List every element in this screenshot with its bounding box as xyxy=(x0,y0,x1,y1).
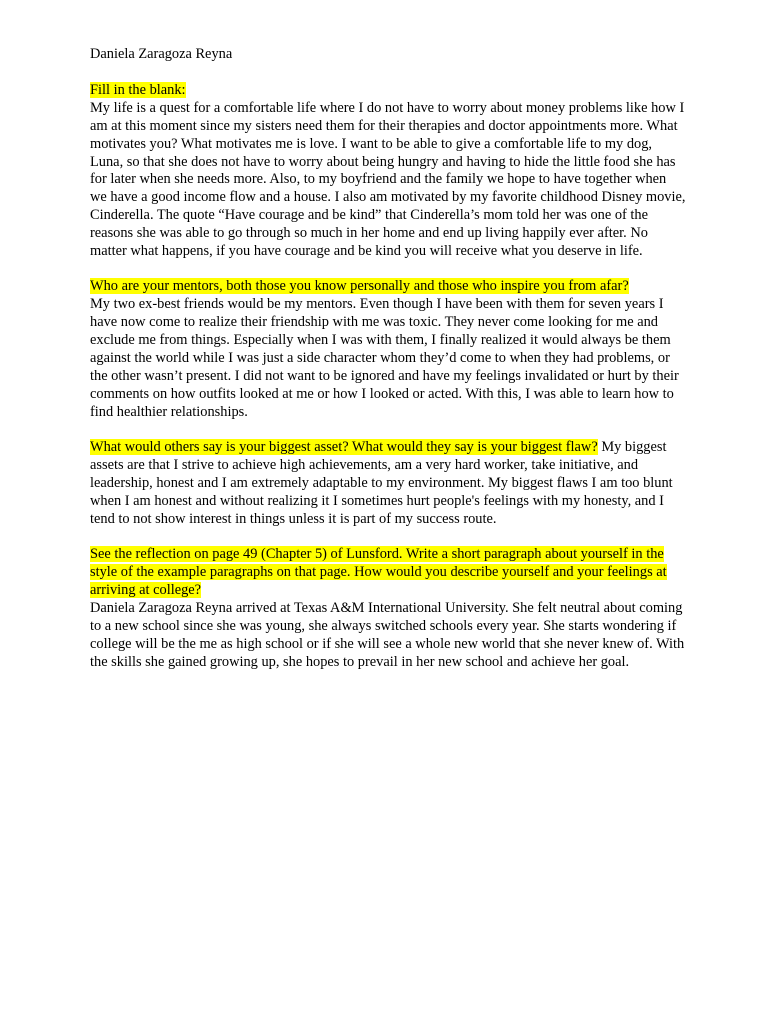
section-answer: Daniela Zaragoza Reyna arrived at Texas A&M International University. She felt neutral about coming to a new school since she was young, she always switched schools every year. She starts wondering if college will be the me as high school or if she will see a whole new world that she never knew of. With the skills she gained growing up, she hopes to prevail in her new school and achieve her goal. xyxy=(90,599,685,670)
section-answer: My biggest assets are that I strive to achieve high achievements, am a very hard worker, take initiative, and leadership, honest and I am extremely adaptable to my environment. My biggest flaws I am too blunt when I am honest and without realizing it I sometimes hurt people's feelings with my honesty, and I tend to not show interest in things unless it is part of my success route. xyxy=(90,439,673,527)
section-fill-in-the-blank xyxy=(90,82,686,261)
section-answer: My two ex-best friends would be my mentors. Even though I have been with them for seven years I have now come to realize their friendship with me was toxic. They never come looking for me and exclude me from things. Especially when I was with them, I finally realized it would always be them against the world while I was just a side character whom they’d come to when they had problems, or the other wasn’t present. I did not want to be ignored and have my feelings invalidated or hurt by their comments on how outfits looked at me or how I looked or acted. With this, I was able to learn how to find healthier relationships. xyxy=(90,296,679,420)
section-answer: My life is a quest for a comfortable life where I do not have to worry about money problems like how I am at this moment since my sisters need them for their therapies and doctor appointments more. What motivates you? What motivates me is love. I want to be able to give a comfortable life to my dog, Luna, so that she does not have to worry about being hungry and having to hide the little food she has for later when she needs more. Also, to my boyfriend and the family we hope to have together when we have a good income flow and a house. I also am motivated by my favorite childhood Disney movie, Cinderella. The quote “Have courage and be kind” that Cinderella’s mom told her was one of the reasons she was able to go through so much in her home and end up living happily ever after. No matter what happens, if you have courage and be kind you will receive what you deserve in life. xyxy=(90,99,686,260)
section-prompt: See the reflection on page 49 (Chapter 5) of Lunsford. Write a short paragraph about yourself in the style of the example paragraphs on that page. How would you describe yourself and your feelings at arriving at college? xyxy=(90,546,667,599)
section-prompt: What would others say is your biggest asset? What would they say is your biggest flaw? xyxy=(90,439,598,456)
section-prompt: Fill in the blank: xyxy=(90,81,186,98)
section-asset-flaw xyxy=(90,439,686,529)
section-mentors xyxy=(90,278,686,421)
section-prompt: Who are your mentors, both those you know personally and those who inspire you from afar? xyxy=(90,278,629,295)
document-page xyxy=(90,46,686,689)
author-name: Daniela Zaragoza Reyna xyxy=(90,46,233,62)
section-reflection xyxy=(90,546,686,671)
